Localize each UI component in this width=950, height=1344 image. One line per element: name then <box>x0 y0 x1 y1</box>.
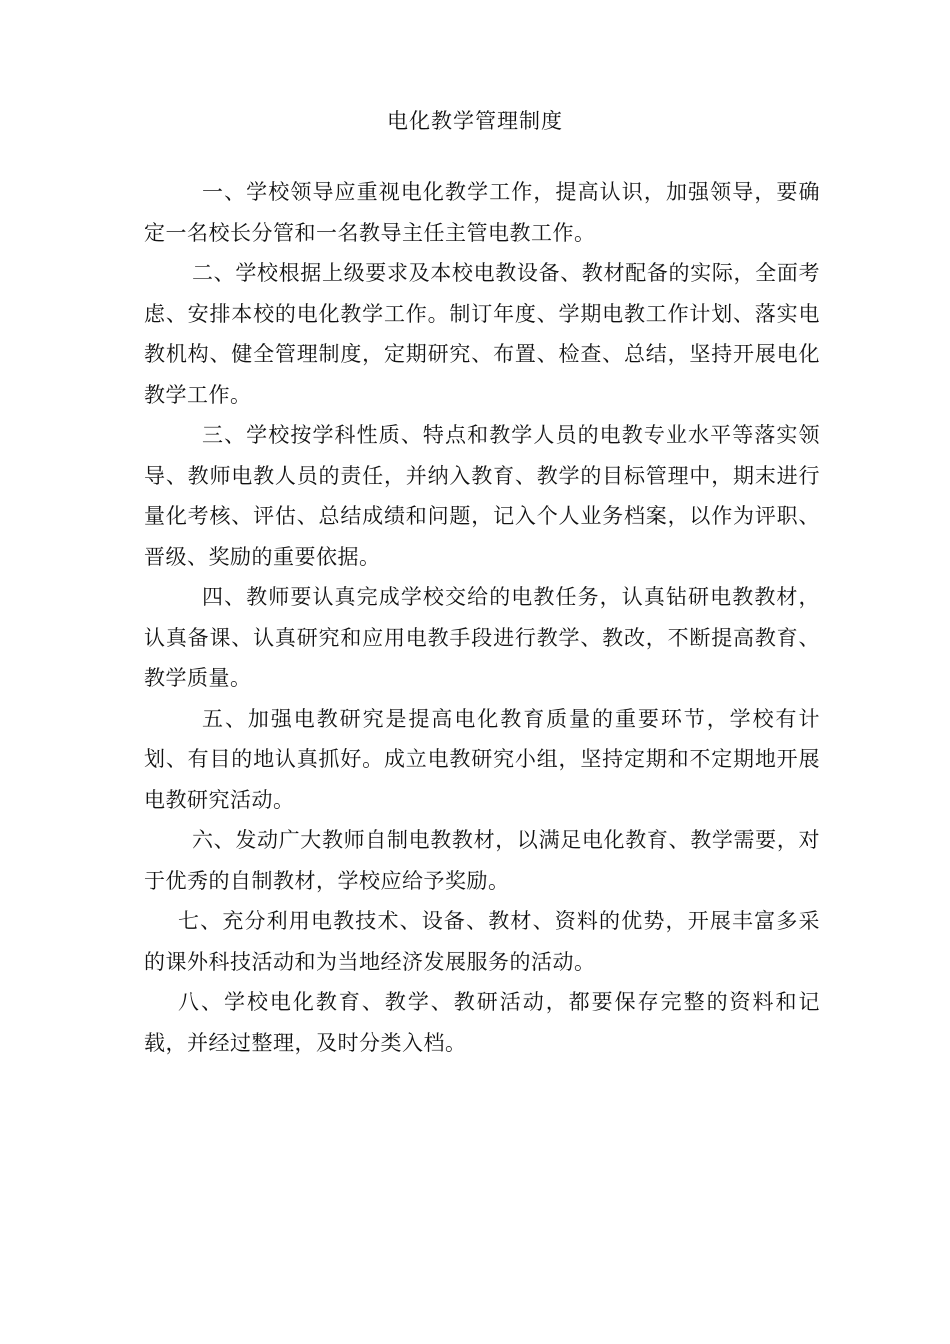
document-title: 电化教学管理制度 <box>387 109 563 133</box>
paragraph-3: 三、学校按学科性质、特点和教学人员的电教专业水平等落实领导、教师电教人员的责任，并纳入教育、教学的目标管理中，期末进行量化考核、评估、总结成绩和问题，记入个人业务档案，以作为评职、晋级、奖励的重要依据。 <box>144 423 820 569</box>
paragraph-2: 二、学校根据上级要求及本校电教设备、教材配备的实际，全面考虑、安排本校的电化教学工作。制订年度、学期电教工作计划、落实电教机构、健全管理制度，定期研究、布置、检查、总结，坚持开展电化教学工作。 <box>144 261 820 407</box>
paragraph-6: 六、发动广大教师自制电教教材，以满足电化教育、教学需要，对于优秀的自制教材，学校应给予奖励。 <box>144 828 820 893</box>
document-body <box>144 172 820 1063</box>
paragraph-8: 八、学校电化教育、教学、教研活动，都要保存完整的资料和记载，并经过整理，及时分类入档。 <box>144 990 820 1055</box>
paragraph-1: 一、学校领导应重视电化教学工作，提高认识，加强领导，要确定一名校长分管和一名教导主任主管电教工作。 <box>144 180 820 245</box>
paragraph-7: 七、充分利用电教技术、设备、教材、资料的优势，开展丰富多采的课外科技活动和为当地经济发展服务的活动。 <box>144 909 820 974</box>
paragraph-4: 四、教师要认真完成学校交给的电教任务，认真钻研电教教材，认真备课、认真研究和应用电教手段进行教学、教改，不断提高教育、教学质量。 <box>144 585 820 690</box>
paragraph-5: 五、加强电教研究是提高电化教育质量的重要环节，学校有计划、有目的地认真抓好。成立电教研究小组，坚持定期和不定期地开展电教研究活动。 <box>144 706 820 812</box>
